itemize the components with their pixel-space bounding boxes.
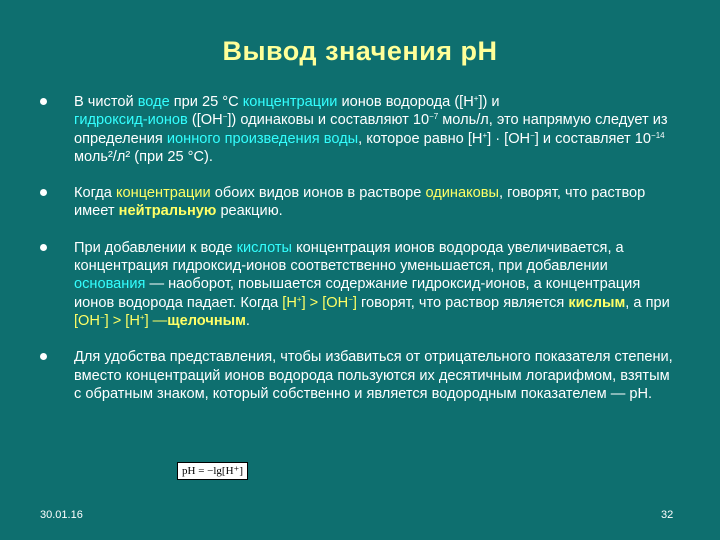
term-acidic: кислым <box>568 294 626 311</box>
alkaline-condition: [OH−] > [H+] — <box>74 312 168 329</box>
term-acid: кислоты <box>236 239 293 256</box>
acid-condition: [H+] > [OH−] <box>282 294 357 311</box>
term-neutral: нейтральную <box>118 203 217 220</box>
term-concentrations: концентрации <box>115 185 211 202</box>
footer-date: 30.01.16 <box>40 509 83 521</box>
bullet-item-ph-definition: Для удобства представления, чтобы избавиться от отрицательного показателя степени, вместо концентраций ионов водорода пользуются их десятичным логарифмом, взятым с обратным знаком, который собственно и является водородным показателем — рН. <box>40 348 680 403</box>
bullet-item-neutral: Когда концентрации обоих видов ионов в растворе одинаковы, говорят, что раствор имеет нейтральную реакцию. <box>40 184 680 221</box>
bullet-dot-icon <box>40 98 47 105</box>
bullet-list <box>40 93 680 421</box>
ph-formula-image <box>177 462 243 480</box>
term-hydroxide: гидроксид-ионов <box>74 112 188 129</box>
term-alkaline: щелочным <box>167 312 246 329</box>
bullet-dot-icon <box>40 244 47 251</box>
term-equal: одинаковы <box>425 185 499 202</box>
bullet-dot-icon <box>40 353 47 360</box>
term-ionic-product: ионного произведения воды <box>166 130 359 147</box>
term-concentration: концентрации <box>242 94 338 110</box>
ph-formula: pH = −lg[H⁺] <box>177 462 248 480</box>
page-number: 32 <box>661 509 674 521</box>
term-water: воде <box>137 94 170 110</box>
term-base: основания <box>74 276 146 293</box>
bullet-item-acid-base: При добавлении к воде кислоты концентрация ионов водорода увеличивается, а концентрация гидроксид-ионов соответственно уменьшается, при добавлении основания — наоборот, повышается содержание гидроксид-ионов, а концентрация ионов водорода падает. Когда [H+] > [OH−] говорят, что раствор является кислым, а при [OH−] > [H+] —щелочным. <box>40 239 680 330</box>
bullet-dot-icon <box>40 189 47 196</box>
bullet-item-water: В чистой воде при 25 °C концентрации ионов водорода ([H+]) и гидроксид-ионов ([OH−]) одинаковы и составляют $10^{-7}$ моль/л, это напрямую следует из определения ионного произведения воды, которое равно [H+] · [OH−] и составляет $10^{-14}$ моль²/л² (при 25 °C). <box>40 93 680 166</box>
slide-title: Вывод значения рН <box>222 36 498 66</box>
